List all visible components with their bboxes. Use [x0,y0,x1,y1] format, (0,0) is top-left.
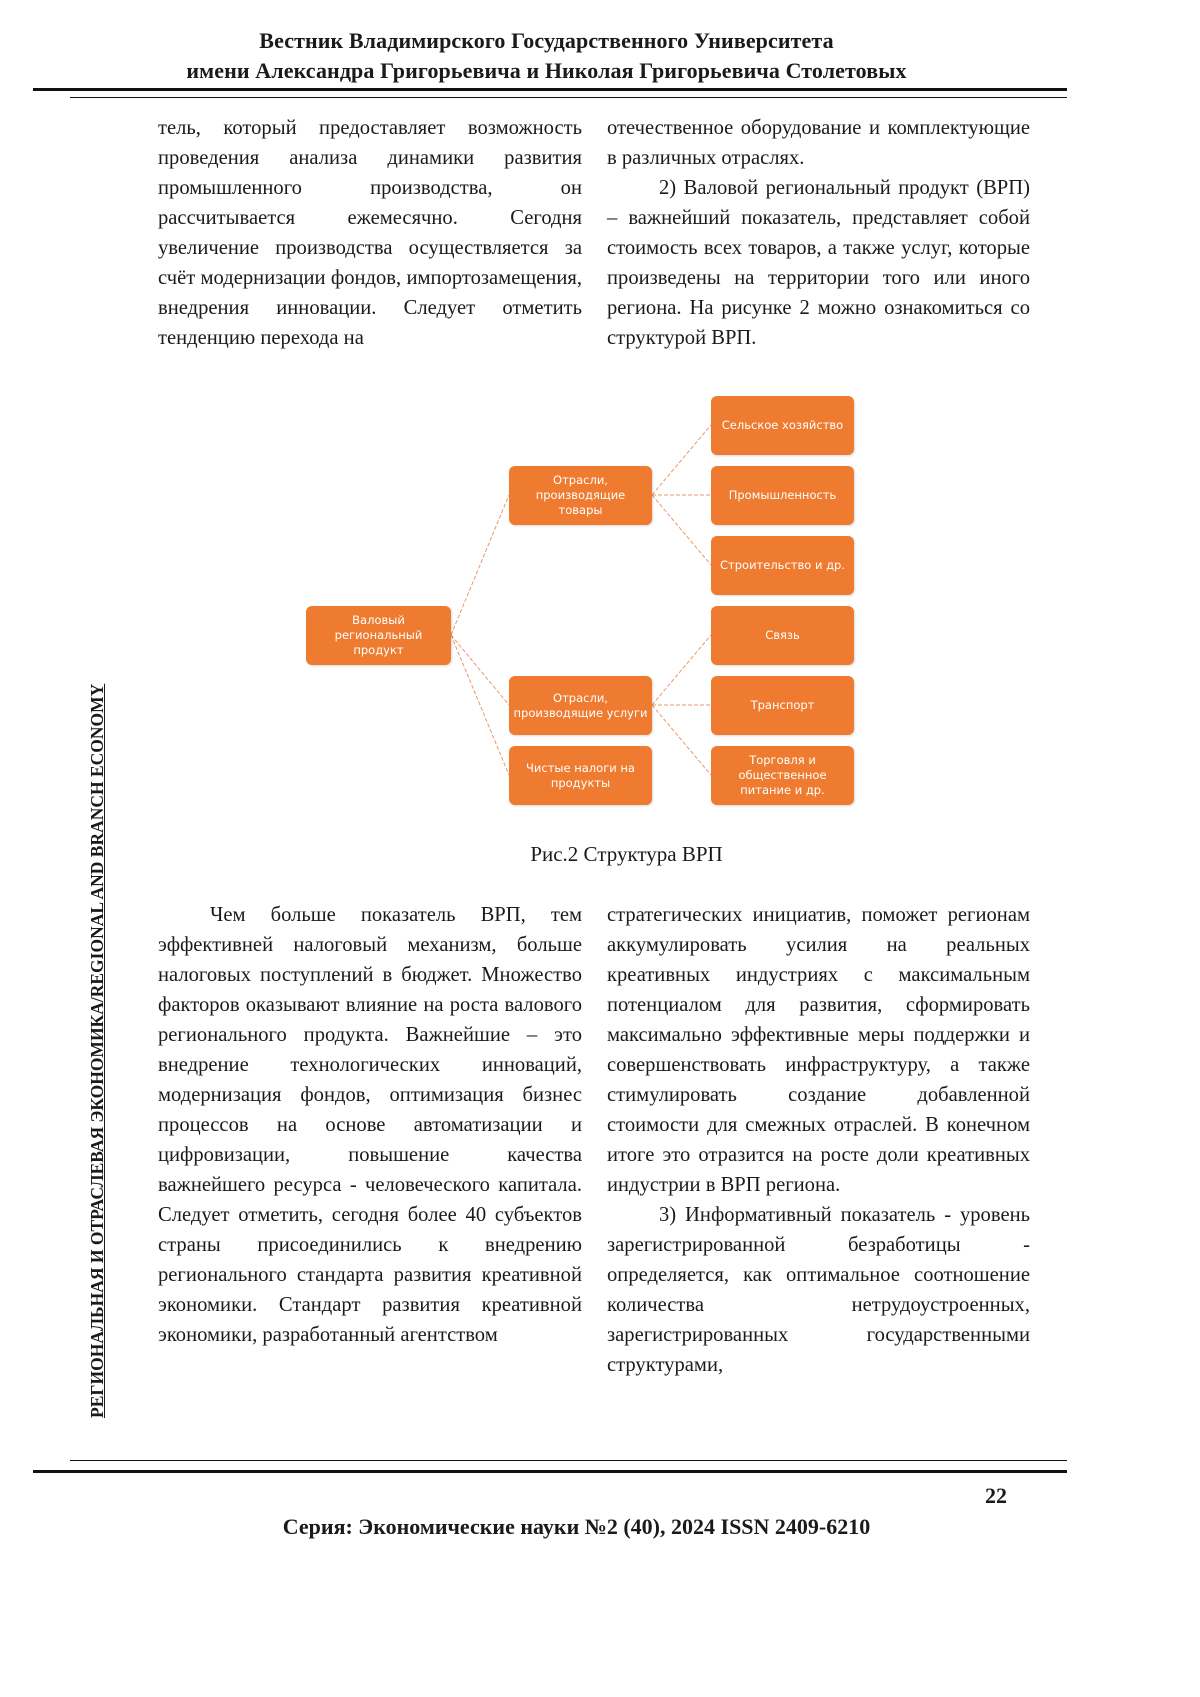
paragraph: тель, который предоставляет возможность проведения анализа динамики развития промышленного производства, он рассчитывается ежемесячно. Сегодня увеличение производства осуществляется за счёт модернизации фондов, импортозамещения, внедрения инновации. Следует отметить тенденцию перехода на [158,117,582,349]
text-column-top-left [158,113,582,353]
node-leaf-agriculture: Сельское хозяйство [711,396,854,455]
paragraph: отечественное оборудование и комплектующие в различных отраслях. [607,117,1030,169]
connector-services-communication [652,635,711,705]
connector-root-goods [451,495,509,635]
node-leaf-construction: Строительство и др. [711,536,854,595]
connector-root-services [451,635,509,705]
node-branch-services: Отрасли, производящие услуги [509,676,652,735]
node-leaf-industry: Промышленность [711,466,854,525]
vrp-structure-diagram [300,390,870,815]
section-side-label: РЕГИОНАЛЬНАЯ И ОТРАСЛЕВАЯ ЭКОНОМИКА/REGIONAL AND BRANCH ECONOMY [87,683,107,1418]
journal-title: Вестник Владимирского Государственного Университета [259,28,834,53]
connector-services-trade [652,705,711,775]
node-branch-goods: Отрасли, производящие товары [509,466,652,525]
connector-root-taxes [451,635,509,775]
series-info: Серия: Экономические науки №2 (40), 2024 ISSN 2409-6210 [282,1514,871,1539]
paragraph: Чем больше показатель ВРП, тем эффективней налоговый механизм, больше налоговых поступлений в бюджет. Множество факторов оказывают влияние на роста валового регионального продукта. Важнейшие – это внедрение технологических инноваций, модернизация фондов, оптимизация бизнес процессов на основе автоматизации и цифровизации, повышение качества важнейшего ресурса - человеческого капитала. Следует отметить, сегодня более 40 субъектов страны присоединились к внедрению регионального стандарта развития креативной экономики. Стандарт развития креативной экономики, разработанный агентством [158,904,582,1346]
paragraph: 3) Информативный показатель - уровень зарегистрированной безработицы - определяется, как оптимальное соотношение количества нетрудоустроенных, зарегистрированных государственными структурами, [607,1204,1030,1376]
text-column-bottom-left [158,900,582,1350]
node-leaf-transport: Транспорт [711,676,854,735]
text-column-bottom-right [607,900,1030,1380]
header-thin-rule [70,97,1067,98]
node-leaf-communication: Связь [711,606,854,665]
footer-thin-rule [70,1460,1067,1461]
connector-goods-agriculture [652,425,711,495]
figure-caption: Рис.2 Структура ВРП [530,842,723,866]
journal-subtitle: имени Александра Григорьевича и Николая Григорьевича Столетовых [186,58,907,83]
page-number: 22 [985,1483,1007,1508]
text-column-top-right [607,113,1030,353]
paragraph: 2) Валовой региональный продукт (ВРП) – важнейший показатель, представляет собой стоимость всех товаров, а также услуг, которые произведены на территории того или иного региона. На рисунке 2 можно ознакомиться со структурой ВРП. [607,177,1030,349]
header-rule [33,88,1067,91]
footer-rule [33,1470,1067,1473]
node-leaf-trade: Торговля и общественное питание и др. [711,746,854,805]
node-branch-taxes: Чистые налоги на продукты [509,746,652,805]
connector-goods-construction [652,495,711,565]
node-root: Валовый региональный продукт [306,606,451,665]
paragraph: стратегических инициатив, поможет регионам аккумулировать усилия на реальных креативных индустриях с максимальным потенциалом для развития, сформировать максимально эффективные меры поддержки и совершенствовать инфраструктуру, а также стимулировать создание добавленной стоимости для смежных отраслей. В конечном итоге это отразится на росте доли креативных индустрии в ВРП региона. [607,904,1030,1196]
